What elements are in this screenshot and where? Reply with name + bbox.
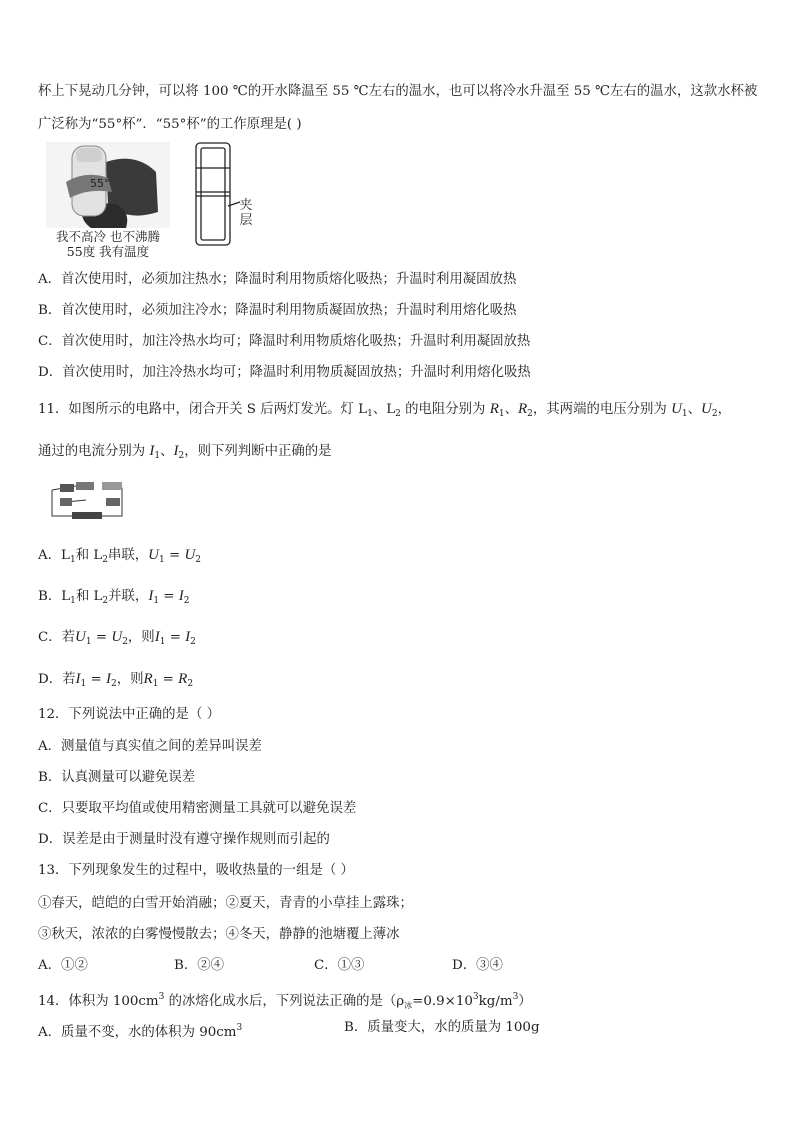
q13-option-a: A．①② <box>38 958 88 973</box>
svg-text:55°: 55° <box>90 177 110 190</box>
cup-label-top: 夹 <box>239 198 253 213</box>
cup-photo <box>46 142 170 228</box>
q11-stem-line2: 通过的电流分别为 $I_1$、$I_2$，则下列判断中正确的是 <box>38 443 332 461</box>
q13-items-line2: ③秋天，浓浓的白雾慢慢散去；④冬天，静静的池塘覆上薄冰 <box>38 927 400 942</box>
q11-option-b: B．$L_1$和 $L_2$并联，$I_1 = I_2$ <box>38 588 190 606</box>
photo-caption-line2: 55度 我有温度 <box>66 244 150 259</box>
q11-stem-line1: 11．如图所示的电路中，闭合开关 S 后两灯发光。灯 $L_1$、$L_2$ 的电阻分别为 $R_1$、$R_2$，其两端的电压分别为 $U_1$、$U_2$， <box>38 401 732 419</box>
q12-option-c: C．只要取平均值或使用精密测量工具就可以避免误差 <box>38 801 357 816</box>
q13-items-line1: ①春天，皑皑的白雪开始消融；②夏天，青青的小草挂上露珠； <box>38 896 413 911</box>
q10-option-c: C．首次使用时，加注冷热水均可；降温时利用物质熔化吸热；升温时利用凝固放热 <box>38 334 531 349</box>
q10-option-a: A．首次使用时，必须加注热水；降温时利用物质熔化吸热；升温时利用凝固放热 <box>38 272 517 287</box>
q12-option-b: B．认真测量可以避免误差 <box>38 770 196 785</box>
q13-option-d: D．③④ <box>452 958 503 973</box>
q13-option-c: C．①③ <box>314 958 365 973</box>
q10-option-d: D．首次使用时，加注冷热水均可；降温时利用物质凝固放热；升温时利用熔化吸热 <box>38 365 531 380</box>
q14-option-a: A．质量不变，水的体积为 $90cm^3$ <box>38 1023 243 1040</box>
circuit-diagram <box>46 478 128 524</box>
q14-option-b: B．质量变大，水的质量为 100g <box>344 1020 540 1035</box>
q10-intro-line1: 杯上下晃动几分钟，可以将 100 ℃的开水降温至 55 ℃左右的温水，也可以将冷水升温至 55 ℃左右的温水，这款水杯被 <box>38 84 758 99</box>
cup-label-bottom: 层 <box>239 213 253 228</box>
q10-option-b: B．首次使用时，必须加注冷水；降温时利用物质凝固放热；升温时利用熔化吸热 <box>38 303 517 318</box>
q11-option-d: D．若$I_1 = I_2$，则$R_1 = R_2$ <box>38 671 194 689</box>
q13-stem: 13．下列现象发生的过程中，吸收热量的一组是（ ） <box>38 863 354 878</box>
photo-caption-line1: 我不高冷 也不沸腾 <box>56 229 160 244</box>
q12-option-d: D．误差是由于测量时没有遵守操作规则而引起的 <box>38 832 330 847</box>
q10-intro-line2: 广泛称为“55°杯”．“55°杯”的工作原理是( ) <box>38 117 302 132</box>
q11-option-c: C．若$U_1 = U_2$，则$I_1 = I_2$ <box>38 629 196 647</box>
q13-option-b: B．②④ <box>174 958 225 973</box>
q11-option-a: A．$L_1$和 $L_2$串联，$U_1 = U_2$ <box>38 547 202 565</box>
q12-option-a: A．测量值与真实值之间的差异叫误差 <box>38 739 262 754</box>
q14-stem: 14．体积为 $100cm^3$ 的冰熔化成水后，下列说法正确的是$(\rho_冰=0.9\times 10^3kg/m^3)$ <box>38 992 532 1010</box>
cup-cross-section-diagram <box>192 140 262 248</box>
q12-stem: 12．下列说法中正确的是（ ） <box>38 707 220 722</box>
